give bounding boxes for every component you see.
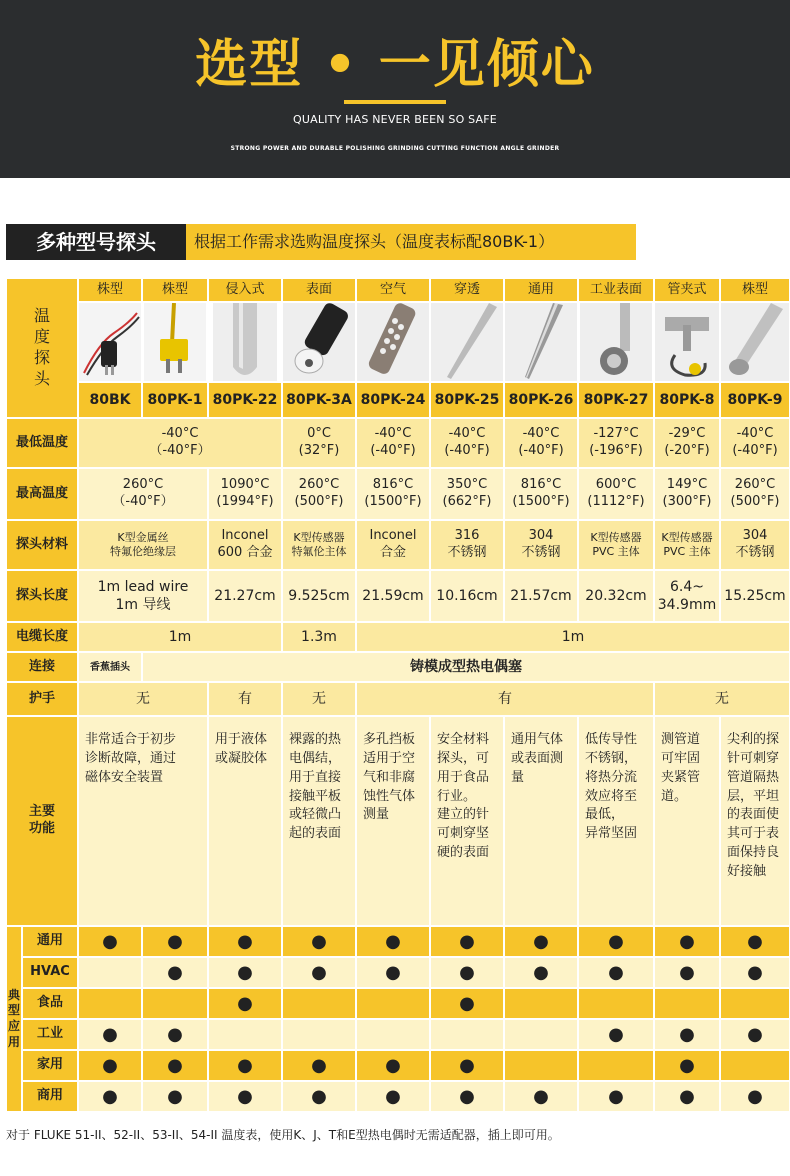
row-label-length: 探头长度 [7, 571, 77, 621]
model-80PK-8: 80PK-8 [655, 383, 719, 417]
min_temp-80PK-27: -127°C (-196°F) [579, 419, 653, 467]
app-mark-3-1: ● [143, 1020, 207, 1049]
length-merged: 1m lead wire 1m 导线 [79, 571, 207, 621]
app-mark-5-8: ● [655, 1082, 719, 1111]
probe-image-80PK-27 [579, 303, 653, 381]
function-a: 非常适合于初步 诊断故障，通过 磁体安全装置 [79, 717, 207, 925]
model-80BK: 80BK [79, 383, 141, 417]
probe-image-80PK-1 [143, 303, 207, 381]
app-mark-1-2: ● [209, 958, 281, 987]
app-mark-4-6 [505, 1051, 577, 1080]
app-mark-3-0: ● [79, 1020, 141, 1049]
max_temp-80PK-22: 1090°C (1994°F) [209, 469, 281, 519]
app-mark-4-2: ● [209, 1051, 281, 1080]
app-mark-0-6: ● [505, 927, 577, 956]
banner-tagline: STRONG POWER AND DURABLE POLISHING GRINDING CUTTING FUNCTION ANGLE GRINDER [230, 145, 560, 152]
probe-type-8: 管夹式 [655, 279, 719, 301]
function-80PK-24: 多孔挡板 适用于空 气和非腐 蚀性气体 测量 [357, 717, 429, 925]
banner-title: 选型 • 一见倾心 [195, 35, 595, 95]
model-80PK-25: 80PK-25 [431, 383, 503, 417]
app-mark-5-1: ● [143, 1082, 207, 1111]
max_temp-80PK-3A: 260°C (500°F) [283, 469, 355, 519]
row-label-function: 主要 功能 [7, 717, 77, 925]
model-80PK-3A: 80PK-3A [283, 383, 355, 417]
probe-label: 温 度 探 头 [7, 279, 77, 417]
material-80PK-9: 304 不锈钢 [721, 521, 789, 569]
row-label-max_temp: 最高温度 [7, 469, 77, 519]
app-mark-5-9: ● [721, 1082, 789, 1111]
app-mark-3-8: ● [655, 1020, 719, 1049]
length-80PK-27: 20.32cm [579, 571, 653, 621]
app-mark-2-3 [283, 989, 355, 1018]
material-80PK-27: K型传感器 PVC 主体 [579, 521, 653, 569]
app-mark-2-4 [357, 989, 429, 1018]
function-80PK-8: 测管道 可牢固 夹紧管 道。 [655, 717, 719, 925]
min_temp-80PK-8: -29°C (-20°F) [655, 419, 719, 467]
row-label-cable: 电缆长度 [7, 623, 77, 651]
material-80PK-8: K型传感器 PVC 主体 [655, 521, 719, 569]
app-mark-2-2: ● [209, 989, 281, 1018]
section-title: 多种型号探头 [6, 224, 186, 260]
row-label-guard: 护手 [7, 683, 77, 715]
probe-type-4: 空气 [357, 279, 429, 301]
app-mark-3-3 [283, 1020, 355, 1049]
probe-type-6: 通用 [505, 279, 577, 301]
app-mark-0-8: ● [655, 927, 719, 956]
model-80PK-9: 80PK-9 [721, 383, 789, 417]
min_temp-80PK-25: -40°C (-40°F) [431, 419, 503, 467]
probe-type-5: 穿透 [431, 279, 503, 301]
length-80PK-9: 15.25cm [721, 571, 789, 621]
guard-d: 有 [357, 683, 653, 715]
app-mark-3-9: ● [721, 1020, 789, 1049]
app-mark-3-6 [505, 1020, 577, 1049]
app-mark-4-4: ● [357, 1051, 429, 1080]
app-mark-5-6: ● [505, 1082, 577, 1111]
model-80PK-24: 80PK-24 [357, 383, 429, 417]
app-mark-1-7: ● [579, 958, 653, 987]
max_temp-80PK-26: 816°C (1500°F) [505, 469, 577, 519]
app-mark-2-9 [721, 989, 789, 1018]
max_temp-80PK-8: 149°C (300°F) [655, 469, 719, 519]
app-mark-5-3: ● [283, 1082, 355, 1111]
connect-b: 铸模成型热电偶塞 [143, 653, 789, 681]
app-mark-3-5 [431, 1020, 503, 1049]
app-mark-1-5: ● [431, 958, 503, 987]
function-80PK-9: 尖利的探 针可刺穿 管道隔热 层，平坦 的表面使 其可于表 面保持良 好接触 [721, 717, 789, 925]
app-mark-5-0: ● [79, 1082, 141, 1111]
app-mark-4-3: ● [283, 1051, 355, 1080]
app-label-0: 通用 [23, 927, 77, 956]
guard-b: 有 [209, 683, 281, 715]
app-mark-1-9: ● [721, 958, 789, 987]
app-mark-5-5: ● [431, 1082, 503, 1111]
max_temp-80PK-25: 350°C (662°F) [431, 469, 503, 519]
connect-a: 香蕉插头 [79, 653, 141, 681]
guard-c: 无 [283, 683, 355, 715]
app-mark-5-2: ● [209, 1082, 281, 1111]
app-mark-2-8 [655, 989, 719, 1018]
probe-image-80PK-3A [283, 303, 355, 381]
app-mark-3-2 [209, 1020, 281, 1049]
guard-a: 无 [79, 683, 207, 715]
min_temp-80PK-9: -40°C (-40°F) [721, 419, 789, 467]
banner-underline [344, 100, 446, 104]
app-mark-0-0: ● [79, 927, 141, 956]
function-80PK-22: 用于液体 或凝胶体 [209, 717, 281, 925]
app-mark-1-8: ● [655, 958, 719, 987]
probe-image-80PK-24 [357, 303, 429, 381]
min_temp-80PK-26: -40°C (-40°F) [505, 419, 577, 467]
app-mark-1-0 [79, 958, 141, 987]
app-mark-0-7: ● [579, 927, 653, 956]
max_temp-80PK-24: 816°C (1500°F) [357, 469, 429, 519]
row-label-material: 探头材料 [7, 521, 77, 569]
app-mark-1-4: ● [357, 958, 429, 987]
probe-type-9: 株型 [721, 279, 789, 301]
max_temp-80PK-9: 260°C (500°F) [721, 469, 789, 519]
probe-image-80PK-9 [721, 303, 789, 381]
app-label-1: HVAC [23, 958, 77, 987]
material-80PK-22: Inconel 600 合金 [209, 521, 281, 569]
app-mark-2-5: ● [431, 989, 503, 1018]
app-mark-2-1 [143, 989, 207, 1018]
probe-type-2: 侵入式 [209, 279, 281, 301]
cable-c: 1m [357, 623, 789, 651]
app-mark-4-5: ● [431, 1051, 503, 1080]
app-mark-1-1: ● [143, 958, 207, 987]
app-mark-0-3: ● [283, 927, 355, 956]
probe-type-1: 株型 [143, 279, 207, 301]
min_temp-80PK-3A: 0°C (32°F) [283, 419, 355, 467]
max_temp-merged: 260°C （-40°F） [79, 469, 207, 519]
section-description: 根据工作需求选购温度探头（温度表标配80BK-1） [186, 224, 636, 260]
app-mark-4-9 [721, 1051, 789, 1080]
guard-e: 无 [655, 683, 789, 715]
material-80PK-3A: K型传感器 特氟伦主体 [283, 521, 355, 569]
app-mark-5-7: ● [579, 1082, 653, 1111]
material-80PK-25: 316 不锈钢 [431, 521, 503, 569]
app-mark-3-7: ● [579, 1020, 653, 1049]
app-mark-5-4: ● [357, 1082, 429, 1111]
app-mark-4-1: ● [143, 1051, 207, 1080]
app-mark-2-0 [79, 989, 141, 1018]
app-label-4: 家用 [23, 1051, 77, 1080]
app-mark-0-1: ● [143, 927, 207, 956]
length-80PK-22: 21.27cm [209, 571, 281, 621]
probe-type-0: 株型 [79, 279, 141, 301]
length-80PK-25: 10.16cm [431, 571, 503, 621]
app-mark-2-7 [579, 989, 653, 1018]
function-80PK-27: 低传导性 不锈钢， 将热分流 效应将至 最低， 异常坚固 [579, 717, 653, 925]
min_temp-80PK-24: -40°C (-40°F) [357, 419, 429, 467]
app-mark-1-3: ● [283, 958, 355, 987]
probe-image-80PK-25 [431, 303, 503, 381]
banner-subtitle: QUALITY HAS NEVER BEEN SO SAFE [293, 113, 497, 126]
max_temp-80PK-27: 600°C (1112°F) [579, 469, 653, 519]
length-80PK-3A: 9.525cm [283, 571, 355, 621]
function-80PK-25: 安全材料 探头，可 用于食品 行业。 建立的针 可刺穿坚 硬的表面 [431, 717, 503, 925]
footnote: 对于 FLUKE 51-II、52-II、53-II、54-II 温度表，使用K、J、T和E型热电偶时无需适配器，插上即可用。 [6, 1128, 560, 1142]
cable-a: 1m [79, 623, 281, 651]
app-mark-4-7 [579, 1051, 653, 1080]
function-80PK-26: 通用气体 或表面测 量 [505, 717, 577, 925]
app-label-3: 工业 [23, 1020, 77, 1049]
app-mark-2-6 [505, 989, 577, 1018]
probe-image-80PK-22 [209, 303, 281, 381]
min_temp-merged: -40°C （-40°F） [79, 419, 281, 467]
length-80PK-26: 21.57cm [505, 571, 577, 621]
row-label-min_temp: 最低温度 [7, 419, 77, 467]
material-80PK-26: 304 不锈钢 [505, 521, 577, 569]
material-merged: K型金属丝 特氟伦绝缘层 [79, 521, 207, 569]
length-80PK-8: 6.4~ 34.9mm [655, 571, 719, 621]
row-label-connect: 连接 [7, 653, 77, 681]
probe-type-7: 工业表面 [579, 279, 653, 301]
model-80PK-27: 80PK-27 [579, 383, 653, 417]
app-label-2: 食品 [23, 989, 77, 1018]
app-mark-0-2: ● [209, 927, 281, 956]
app-mark-0-9: ● [721, 927, 789, 956]
model-80PK-26: 80PK-26 [505, 383, 577, 417]
header-banner [0, 0, 790, 178]
function-80PK-3A: 裸露的热 电偶结， 用于直接 接触平板 或轻微凸 起的表面 [283, 717, 355, 925]
app-mark-3-4 [357, 1020, 429, 1049]
app-mark-0-5: ● [431, 927, 503, 956]
probe-image-80PK-8 [655, 303, 719, 381]
probe-image-80BK [79, 303, 141, 381]
probe-type-3: 表面 [283, 279, 355, 301]
app-label-5: 商用 [23, 1082, 77, 1111]
length-80PK-24: 21.59cm [357, 571, 429, 621]
app-mark-0-4: ● [357, 927, 429, 956]
app-mark-4-0: ● [79, 1051, 141, 1080]
model-80PK-22: 80PK-22 [209, 383, 281, 417]
material-80PK-24: Inconel 合金 [357, 521, 429, 569]
cable-b: 1.3m [283, 623, 355, 651]
app-mark-1-6: ● [505, 958, 577, 987]
probe-image-80PK-26 [505, 303, 577, 381]
model-80PK-1: 80PK-1 [143, 383, 207, 417]
app-mark-4-8: ● [655, 1051, 719, 1080]
apps-label: 典 型 应 用 [7, 927, 21, 1111]
